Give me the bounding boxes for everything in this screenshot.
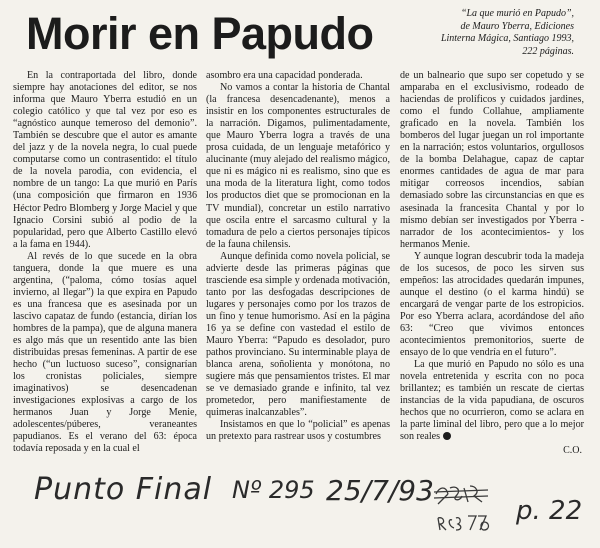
paragraph: Aunque definida como novela policial, se advierte desde las primeras páginas que trasciende esa simple y ordenada motivación, tanto por las desfogadas descripciones de lugares y personajes como por los trazos de un fino y tenue humorismo. Así en la página 16 ya se define con vastedad el estilo de Mauro Yberra: “Papudo es desolador, puro pathos provinciano. Su interminable playa de blanca arena, soñolienta y monótona, no sugiere más que pensamientos tristes. El mar se ve demasiado grande e infinito, tal vez prometedor, pero manifiestamente de quimeras inalcanzables”. (206, 250, 390, 419)
credits-line: 222 páginas. (522, 45, 574, 57)
paragraph: Insistamos en que lo “policial” es apenas un pretexto para rastrear usos y costumbres (206, 419, 390, 443)
paragraph: No vamos a contar la historia de Chantal (la francesa desencadenante), menos a insistir en los componentes estructurales de la narración. Digamos, pulimentadamente, que Mauro Yberra logra a través de una prosa cuidada, de un lenguaje metafórico y alucinante (muy alejado del realismo mágico, que ni es mágico ni es realismo, sino que es una moda de la literatura light, como todos los productos diet que se promocionan en la TV mundial), concretar un estilo narrativo que oscila entre el sarcasmo cultural y la tomadura de pelo a ciertos personajes típicos de la fauna chilensis. (206, 82, 390, 250)
author-initials: C.O. (563, 445, 582, 456)
handwritten-issue-number: Nº 295 (232, 476, 315, 504)
handwritten-date: 25/7/93 (326, 474, 434, 507)
paragraph: de un balneario que supo ser copetudo y se amparaba en el exclusivismo, rodeado de haciendas de prolíficos y cuidados jardines, como el fundo Collahue, ampliamente graficado en la novela. También los bomberos del lugar juegan un rol importante en la narración; estos voluntarios, orgullosos de la bomba Delahague, capaz de captar enormes cantidades de agua de mar para mitigar correosos incendios, sabían demasiado sobre las circunstancias en que es asesinada la francesita Chantal y por lo mismo debían ser investigados por Yberra -narrador de los acontecimientos- y los hermanos Menie. (400, 70, 584, 250)
headline: Morir en Papudo (26, 8, 374, 59)
book-credits (374, 8, 574, 58)
credits-line: Linterna Mágica, Santiago 1993, (440, 33, 574, 44)
credits-line: “La que murió en Papudo”, (460, 8, 574, 19)
article-column-2 (206, 70, 390, 443)
credits-line: de Mauro Yberra, Ediciones (460, 20, 574, 32)
paragraph: Y aunque logran descubrir toda la madeja de los sucesos, de poco les sirven sus empeños: las atrocidades quedarán impunes, aunque el destino (o el karma hindú) se encargará de vengar parte de los estropicios. Por eso Yberra aclara, acordándose del año 63: “Creo que vivimos entonces acontecimientos premonitorios, suerte de ensayo de lo que vendría en el futuro”. (400, 250, 584, 359)
handwritten-source: Punto Final (34, 472, 213, 507)
paragraph: asombro era una capacidad ponderada. (206, 70, 363, 81)
paragraph: Al revés de lo que sucede en la obra tanguera, donde la que muere es una argentina, (“paloma, cómo tosías aquel invierno, al llegar”) la que expira en Papudo es una francesa que es asesinada por un lascivo capataz de fundo (estancia, dirían los hombres de la pampa), que de alguna manera es algo más que un resentido ante las bien distribuidas presas femeninas. A partir de ese hecho (“un luctuoso suceso”, consignarían los cronistas policiales, siempre imaginativos) se desencadenan investigaciones explosivas a cargo de los hermanos Juan y Jorge Menie, adolescentes/púberes, veraneantes papudianos. Es el verano del 63: época todavía reposada y en la cual el (13, 250, 197, 455)
end-mark-icon (443, 432, 451, 440)
catalog-stamp-icon (432, 482, 490, 536)
handwritten-page: p. 22 (516, 496, 583, 526)
article-column-3 (400, 70, 584, 443)
closing-text: La que murió en Papudo no sólo es una novela entretenida y escrita con no poca brillantez; es también un rescate de ciertas instancias de la vida papudiana, de oscuros hechos que no ocurrieron, como se aclara en la parte liminal del libro, pero que a lo mejor son reales (400, 359, 584, 443)
article-column-1 (13, 70, 197, 456)
closing-paragraph (400, 359, 584, 443)
paragraph: En la contraportada del libro, donde siempre hay anotaciones del editor, se nos informa que Mauro Yberra estudió en un colegio católico y que tal vez por eso es “agnóstico aunque temeroso del demonio”. También se descubre que el autor es amante del jazz y de la novela negra, lo cual puede computarse como un contrasentido: el título de la novela parodia, con evidencia, el nombre de un tango: La que murió en París (una composición que firmaron en 1936 Héctor Pedro Blomberg y Jorge Maciel y que Ignacio Corsini subió al podio de la popularidad, pero que Alberto Castillo elevó a la fama en 1944). (13, 70, 197, 250)
